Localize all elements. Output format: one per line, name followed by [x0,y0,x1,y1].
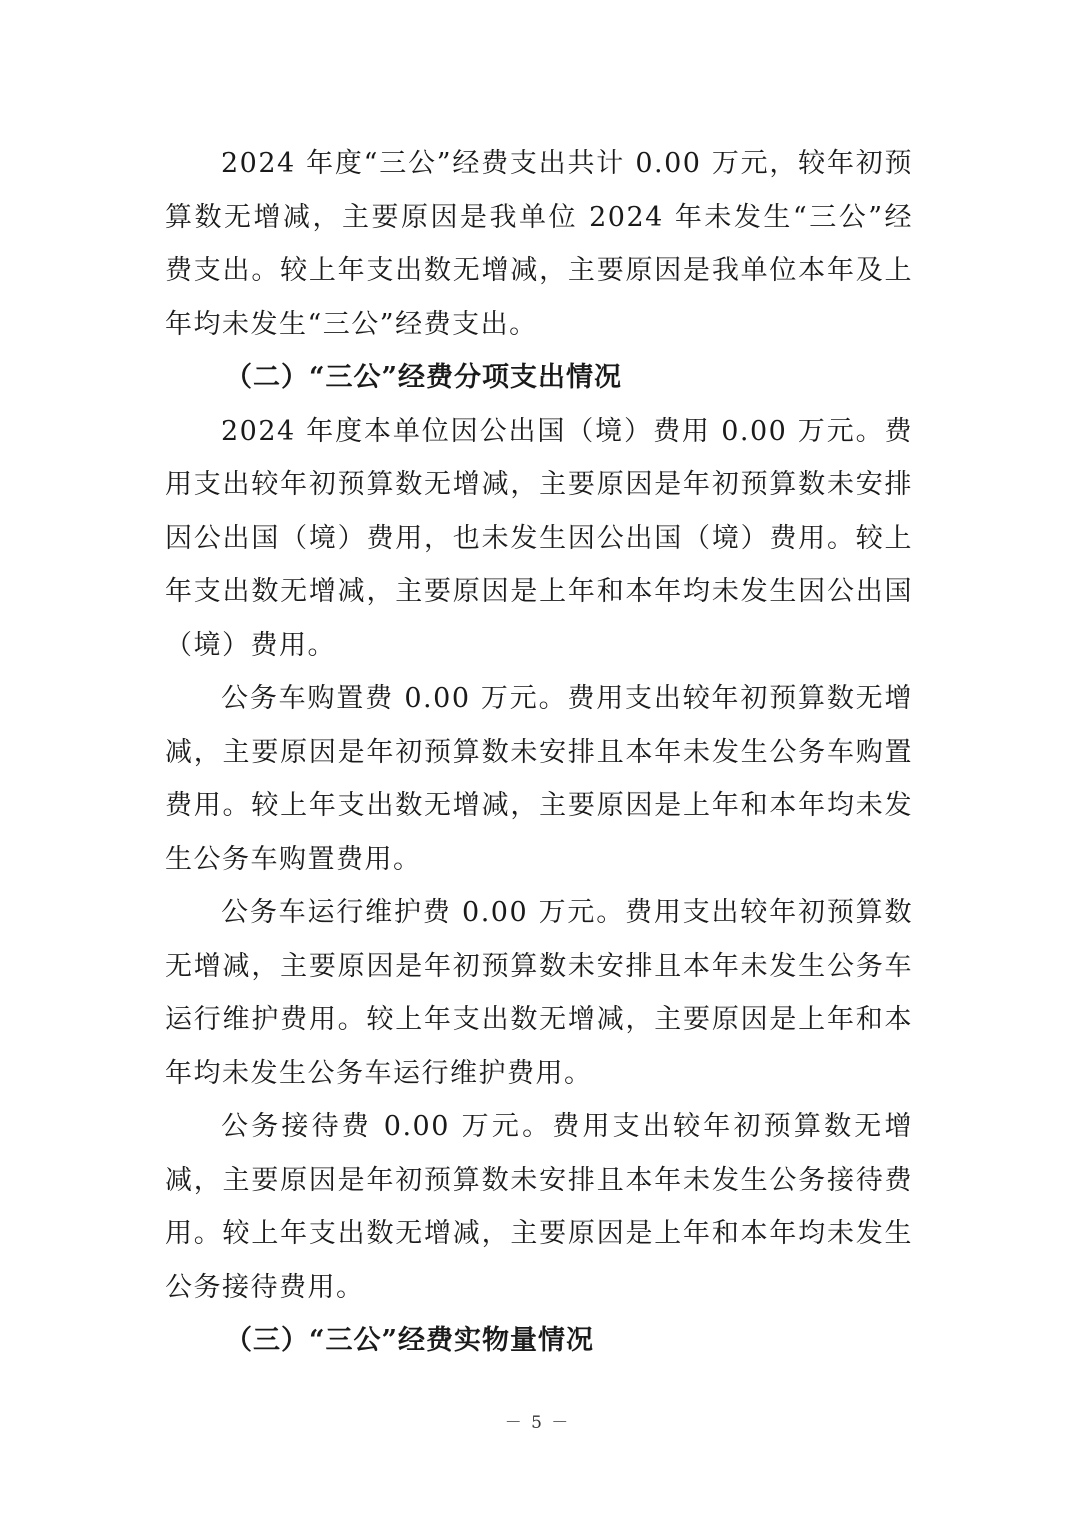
paragraph-vehicle-purchase: 公务车购置费 0.00 万元。费用支出较年初预算数无增减，主要原因是年初预算数未安排且本年未发生公务车购置费用。较上年支出数无增减，主要原因是上年和本年均未发生公务车购置费用。 [165,683,913,875]
page-number: － 5 － [504,1413,571,1433]
paragraph-total-expense: 2024 年度“三公”经费支出共计 0.00 万元，较年初预算数无增减，主要原因是我单位 2024 年未发生“三公”经费支出。较上年支出数无增减，主要原因是我单位本年及上年均未发生“三公”经费支出。 [165,148,913,340]
paragraph-overseas-travel: 2024 年度本单位因公出国（境）费用 0.00 万元。费用支出较年初预算数无增减，主要原因是年初预算数未安排因公出国（境）费用，也未发生因公出国（境）费用。较上年支出数无增减，主要原因是上年和本年均未发生因公出国（境）费用。 [165,415,913,661]
paragraph-official-reception: 公务接待费 0.00 万元。费用支出较年初预算数无增减，主要原因是年初预算数未安排且本年未发生公务接待费用。较上年支出数无增减，主要原因是上年和本年均未发生公务接待费用。 [165,1111,913,1303]
section-heading-itemized-expense: （二）“三公”经费分项支出情况 [225,362,623,393]
section-heading-physical-quantity: （三）“三公”经费实物量情况 [225,1325,595,1356]
document-body [165,137,913,1368]
paragraph-vehicle-maintenance: 公务车运行维护费 0.00 万元。费用支出较年初预算数无增减，主要原因是年初预算数未安排且本年未发生公务车运行维护费用。较上年支出数无增减，主要原因是上年和本年均未发生公务车运行维护费用。 [165,897,913,1089]
